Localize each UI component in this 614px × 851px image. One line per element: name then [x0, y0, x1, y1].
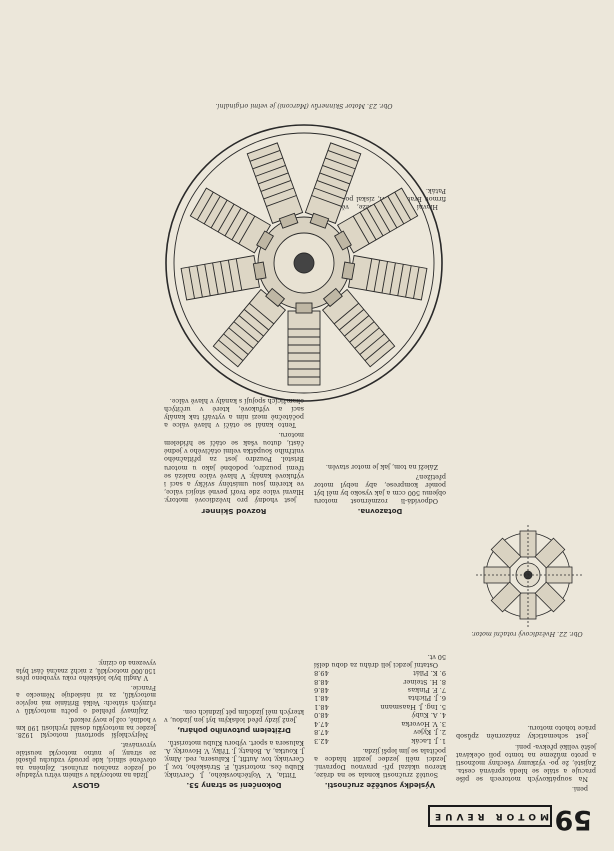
rotary-engine-diagram: [454, 521, 602, 633]
competitor-name: 6. J. Plichta: [408, 694, 446, 703]
competitor-time: 48.1: [314, 702, 329, 711]
continued-heading: Dokončení se strany 53.: [186, 781, 282, 789]
table-row: [314, 703, 446, 711]
competitor-time: 47.4: [314, 719, 329, 728]
col1-paragraph: Na soupátkových motorech se píše pracuje a stále se hledá správná cesta. Zajisté, že po- výzkumy všechny možnosti a proto můžeme na tomto poli očekávat ještě veliké překva- pení.: [456, 742, 596, 783]
competitor-name: 7. F. Pinkas: [407, 686, 446, 695]
table-row: [314, 694, 446, 702]
competitor-time: 48.1: [314, 694, 329, 703]
col3-paragraph: Tittla, V. Vojtěchovského, J. Červinky, Klubu čes. motoristů, F. Stráského, tov. J. Červinky, tov. Autfit, J. Kalusera, red. Almy, J. Koutka, A. Bohaty, J. Tříky, V. Hovorky, A. Kalusera a sport. výboru Klubu motoristů.: [164, 738, 304, 779]
table-row: [314, 677, 446, 685]
table-row: [314, 736, 446, 744]
column-3: [164, 706, 304, 793]
competitor-time: 48.6: [314, 686, 329, 695]
col2b-paragraph: Záleží na tom, jak je motor stavěn.: [325, 462, 438, 471]
col3b-paragraph: Tento kanál se otáčí v hlavě válce a počátečně mezi ním a vytváří tak kanály sací a výfukové, které v určitých okamžicích spojují s kanály v hlavě válce.: [164, 396, 304, 430]
col1-paragraph: Jest schematicky znázorněn způsob práce tohoto motoru.: [456, 724, 596, 741]
competitor-name: 1. J. Lacák: [411, 736, 446, 745]
table-row: [314, 711, 446, 719]
col3b-paragraph: jest vhodný pro hvězdicové motory. Hlavní válce zde tvoří pevně stojící válce, ve kterém jsou umístěny svíčky a sací i výfukové kanály. V hlavě válce nalézá se třemi pouzdro, podobné jako u motoru Bristol. Pouzdro jest za přítlačného vnitřního šoupátka velmi otáčivého v jedné části, dutou však se otáčí se hřídelem motoru.: [164, 431, 304, 504]
column-4-glosy: [16, 657, 156, 794]
competitor-name: 5. Ing. J. Haasmann: [380, 702, 446, 711]
running-head: MOTOR REVUE: [428, 805, 552, 827]
competitor-time: 49.8: [314, 669, 329, 678]
col3-paragraph: Jenž jízdy před loňským byl jen jízdou, v kterých měl jízdcům pět jízdních cen.: [164, 708, 304, 725]
skinner-radial-engine-diagram: [154, 113, 454, 413]
competitor-name: 9. K. Pilát: [413, 669, 446, 678]
results-table: [314, 669, 446, 745]
competitor-name: 4. A. Kubý: [411, 711, 446, 720]
table-row: [314, 728, 446, 736]
page-number: 59: [554, 804, 592, 835]
results-heading: Výsledky soutěže zručnosti.: [324, 781, 436, 789]
table-row: [314, 719, 446, 727]
col2-paragraph: Ostatní jezdci jeli dráhu za dobu delší 50 vt.: [314, 652, 446, 669]
competitor-name: 8. H. Steiner: [403, 677, 446, 686]
page-header: [10, 803, 604, 837]
column-2: [314, 651, 446, 793]
glosy-paragraph: V Anglii bylo loňského roku vyrobeno přes 150.000 motocyklů, z nichž značná část byla vyvezena do ciziny.: [16, 659, 156, 682]
col2-paragraph: Soutěž zručnosti konala se na dráze, kterou ukázal pří- pravnou Dopravní. Jezdci měli jezdec jezdit hladce a počítala se jim lepší jízda.: [314, 746, 446, 779]
glosy-heading: GLOSY: [72, 781, 100, 790]
column-3-lower: [164, 395, 304, 519]
competitor-time: 42.3: [314, 736, 329, 745]
column-1: [456, 722, 596, 793]
glosy-paragraph: Jízda na motocyklu v silném větru vyžaduje od jezdce značnou zručnost. Zejména na otevřené silnici, kde proudy vzduchu působí ze strany, je nutno motocykl neustále vyrovnávat.: [16, 741, 156, 779]
table-row: [314, 686, 446, 694]
table-row: [314, 669, 446, 677]
trophy-heading: Držitelem putovního poháru,: [177, 726, 291, 735]
competitor-time: 48.0: [314, 711, 329, 720]
section-heading: Dotazovna.: [357, 507, 403, 515]
col2b-paragraph: Odpovídá-li rozměrnost motoru objemu 500 ccm a jak vysoko by měl být poměr komprese, aby nebyl motor přetížen?: [314, 472, 446, 505]
skinner-heading: Rozvod Skinner: [201, 507, 267, 516]
glosy-paragraph: Zajímavý přehled o počtu motocyklů v různých státech: Velká Británie má nejvíce motocyklů, za ní následuje Německo a Francie.: [16, 683, 156, 714]
competitor-time: 48.8: [314, 677, 329, 686]
competitor-name: 3. V. Hovorka: [401, 719, 446, 728]
competitor-time: 47.8: [314, 728, 329, 737]
column-2-middle: [314, 460, 446, 519]
col1-paragraph: peni.: [571, 785, 588, 793]
col2c-paragraph: Hlavní trofej soutěže, věnovanou firmou Bratři Bulovi, získal po druhé A. Paták.: [314, 186, 446, 211]
figure-23-caption: Obr. 23. Motor Skinnerův (Marconi) je velmi originální.: [215, 102, 393, 109]
figure-22-caption: Obr. 22. Hvězdicový rotační motor.: [471, 630, 583, 637]
glosy-paragraph: Nejrychlejší sportovní motocykl 1928. Jezdec na motocyklu dosáhl rychlosti 190 km v hodině, což je nový rekord.: [16, 716, 156, 739]
competitor-name: 2. J. Kyjev: [413, 728, 446, 737]
